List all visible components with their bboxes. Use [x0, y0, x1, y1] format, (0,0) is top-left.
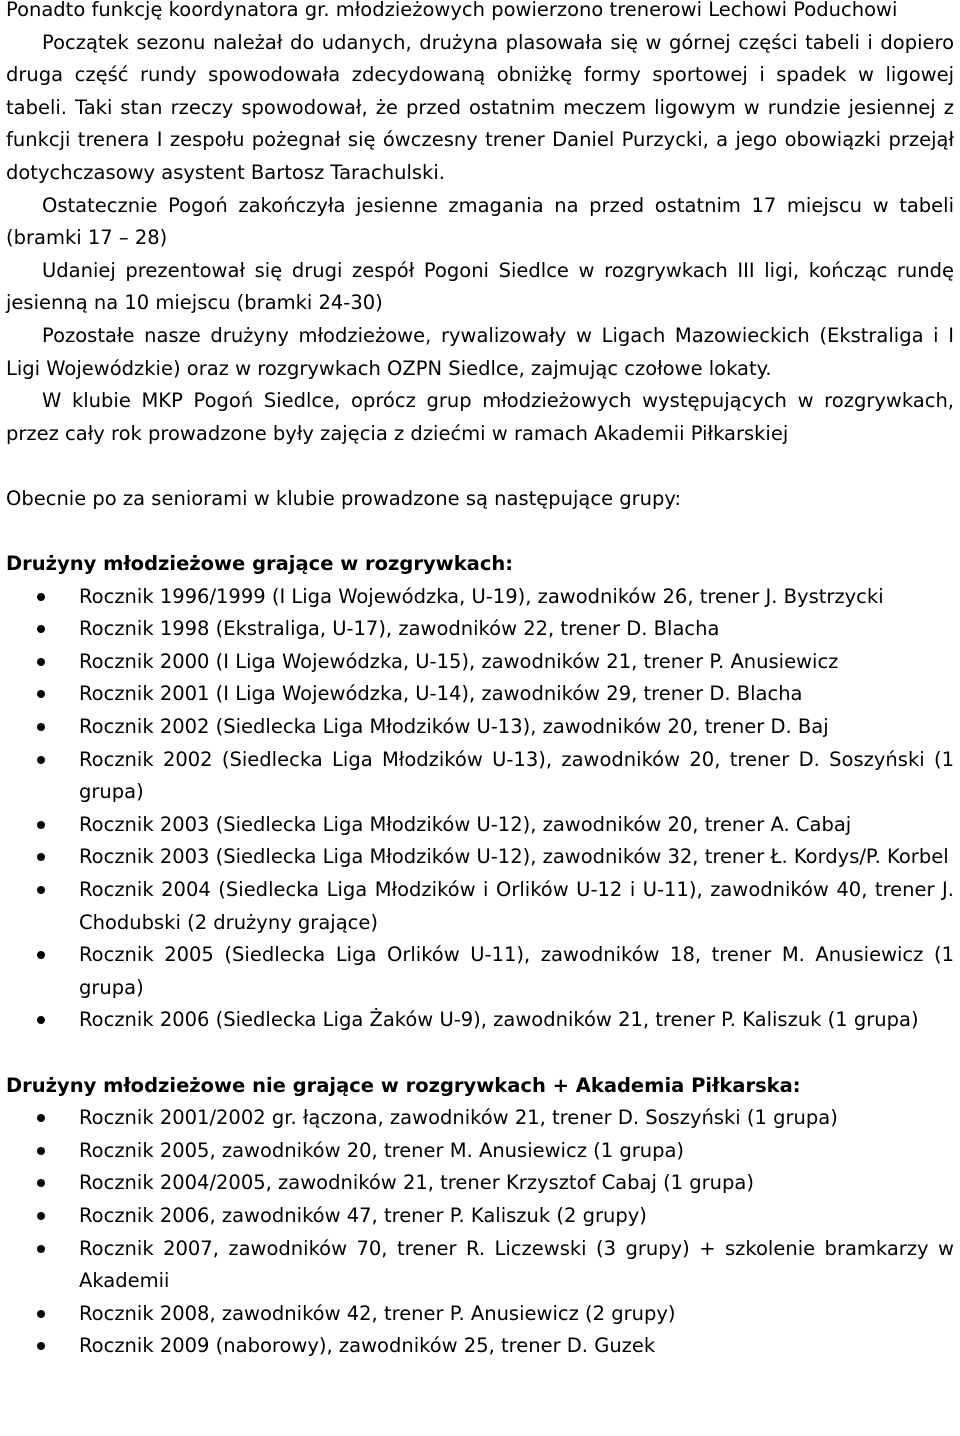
- bullet-icon: [37, 1114, 45, 1122]
- list-item-text: Rocznik 2002 (Siedlecka Liga Młodzików U-13), zawodników 20, trener D. Soszyński (1 grupa): [79, 747, 954, 804]
- bullet-icon: [37, 853, 45, 861]
- document-page: [6, 0, 954, 1363]
- list-item: [6, 711, 954, 744]
- bullet-icon: [37, 690, 45, 698]
- bullet-icon: [37, 1212, 45, 1220]
- paragraph-youth-teams: Pozostałe nasze drużyny młodzieżowe, rywalizowały w Ligach Mazowieckich (Ekstraliga i I Ligi Wojewódzkie) oraz w rozgrywkach OZPN Siedlce, zajmując czołowe lokaty.: [6, 323, 954, 380]
- list-item-text: Rocznik 2004 (Siedlecka Liga Młodzików i Orlików U-12 i U-11), zawodników 40, trener J. Chodubski (2 drużyny grające): [79, 878, 954, 934]
- list-item-text: Rocznik 2003 (Siedlecka Liga Młodzików U-12), zawodników 20, trener A. Cabaj: [79, 812, 852, 836]
- list-item: [6, 1102, 954, 1135]
- bullet-icon: [37, 1016, 45, 1024]
- list-item-text: Rocznik 2008, zawodników 42, trener P. Anusiewicz (2 grupy): [79, 1301, 676, 1325]
- list-item-text: Rocznik 1996/1999 (I Liga Wojewódzka, U-19), zawodników 26, trener J. Bystrzycki: [79, 584, 884, 608]
- list-item: [6, 1330, 954, 1363]
- bullet-icon: [37, 658, 45, 666]
- list-item: [6, 1298, 954, 1331]
- list-playing-teams: [6, 581, 954, 1037]
- list-item: [6, 841, 954, 874]
- list-item: [6, 581, 954, 614]
- bullet-icon: [37, 1147, 45, 1155]
- list-item-text: Rocznik 2006 (Siedlecka Liga Żaków U-9), zawodników 21, trener P. Kaliszuk (1 grupa): [79, 1008, 919, 1032]
- list-non-playing-teams: [6, 1102, 954, 1363]
- paragraph-final-position: Ostatecznie Pogoń zakończyła jesienne zmagania na przed ostatnim 17 miejscu w tabeli (bramki 17 – 28): [6, 193, 954, 250]
- paragraph-coordinator: Ponadto funkcję koordynatora gr. młodzieżowych powierzono trenerowi Lechowi Poduchowi: [6, 0, 898, 21]
- bullet-icon: [37, 951, 45, 959]
- bullet-icon: [37, 1342, 45, 1350]
- list-item-text: Rocznik 1998 (Ekstraliga, U-17), zawodników 22, trener D. Blacha: [79, 617, 720, 641]
- list-item-text: Rocznik 2002 (Siedlecka Liga Młodzików U-13), zawodników 20, trener D. Baj: [79, 715, 829, 739]
- list-item: [6, 1135, 954, 1168]
- bullet-icon: [37, 1245, 45, 1253]
- paragraph-academy: W klubie MKP Pogoń Siedlce, oprócz grup młodzieżowych występujących w rozgrywkach, przez cały rok prowadzone były zajęcia z dziećmi w ramach Akademii Piłkarskiej: [6, 389, 954, 445]
- list-item-text: Rocznik 2001/2002 gr. łączona, zawodników 21, trener D. Soszyński (1 grupa): [79, 1106, 838, 1130]
- list-item-text: Rocznik 2009 (naborowy), zawodników 25, trener D. Guzek: [79, 1334, 656, 1358]
- list-item-text: Rocznik 2004/2005, zawodników 21, trener Krzysztof Cabaj (1 grupa): [79, 1171, 754, 1195]
- bullet-icon: [37, 1310, 45, 1318]
- list-item-text: Rocznik 2005, zawodników 20, trener M. Anusiewicz (1 grupa): [79, 1138, 685, 1162]
- list-item: [6, 939, 954, 1004]
- paragraph-second-team: Udaniej prezentował się drugi zespół Pogoni Siedlce w rozgrywkach III ligi, kończąc rundę jesienną na 10 miejscu (bramki 24-30): [6, 258, 954, 315]
- bullet-icon: [37, 593, 45, 601]
- list-item: [6, 809, 954, 842]
- list-item: [6, 744, 954, 809]
- list-item-text: Rocznik 2006, zawodników 47, trener P. Kaliszuk (2 grupy): [79, 1203, 647, 1227]
- list-item-text: Rocznik 2000 (I Liga Wojewódzka, U-15), zawodników 21, trener P. Anusiewicz: [79, 649, 839, 673]
- list-item: [6, 1200, 954, 1233]
- bullet-icon: [37, 625, 45, 633]
- paragraph-season-start: Początek sezonu należał do udanych, drużyna plasowała się w górnej części tabeli i dopiero druga część rundy spowodowała zdecydowaną obniżkę formy sportowej i spadek w ligowej tabeli. Taki stan rzeczy spowodował, że przed ostatnim meczem ligowym w rundzie jesiennej z funkcji trenera I zespołu pożegnał się ówczesny trener Daniel Purzycki, a jego obowiązki przejął dotychczasowy asystent Bartosz Tarachulski.: [6, 30, 954, 184]
- list-item: [6, 1167, 954, 1200]
- list-item-text: Rocznik 2001 (I Liga Wojewódzka, U-14), zawodników 29, trener D. Blacha: [79, 682, 803, 706]
- intro-line: Obecnie po za seniorami w klubie prowadzone są następujące grupy:: [6, 486, 682, 510]
- bullet-icon: [37, 756, 45, 764]
- section-heading-playing: Drużyny młodzieżowe grające w rozgrywkach:: [6, 552, 514, 576]
- list-item-text: Rocznik 2003 (Siedlecka Liga Młodzików U-12), zawodników 32, trener Ł. Kordys/P. Korbel: [79, 845, 949, 869]
- list-item: [6, 613, 954, 646]
- list-item-text: Rocznik 2005 (Siedlecka Liga Orlików U-11), zawodników 18, trener M. Anusiewicz (1 grupa): [79, 943, 954, 999]
- bullet-icon: [37, 821, 45, 829]
- list-item: [6, 678, 954, 711]
- list-item: [6, 1233, 954, 1298]
- list-item: [6, 874, 954, 939]
- section-heading-non-playing: Drużyny młodzieżowe nie grające w rozgrywkach + Akademia Piłkarska:: [6, 1073, 801, 1097]
- list-item: [6, 646, 954, 679]
- list-item: [6, 1004, 954, 1037]
- bullet-icon: [37, 1179, 45, 1187]
- list-item-text: Rocznik 2007, zawodników 70, trener R. Liczewski (3 grupy) + szkolenie bramkarzy w Akademii: [79, 1236, 954, 1293]
- bullet-icon: [37, 723, 45, 731]
- bullet-icon: [37, 886, 45, 894]
